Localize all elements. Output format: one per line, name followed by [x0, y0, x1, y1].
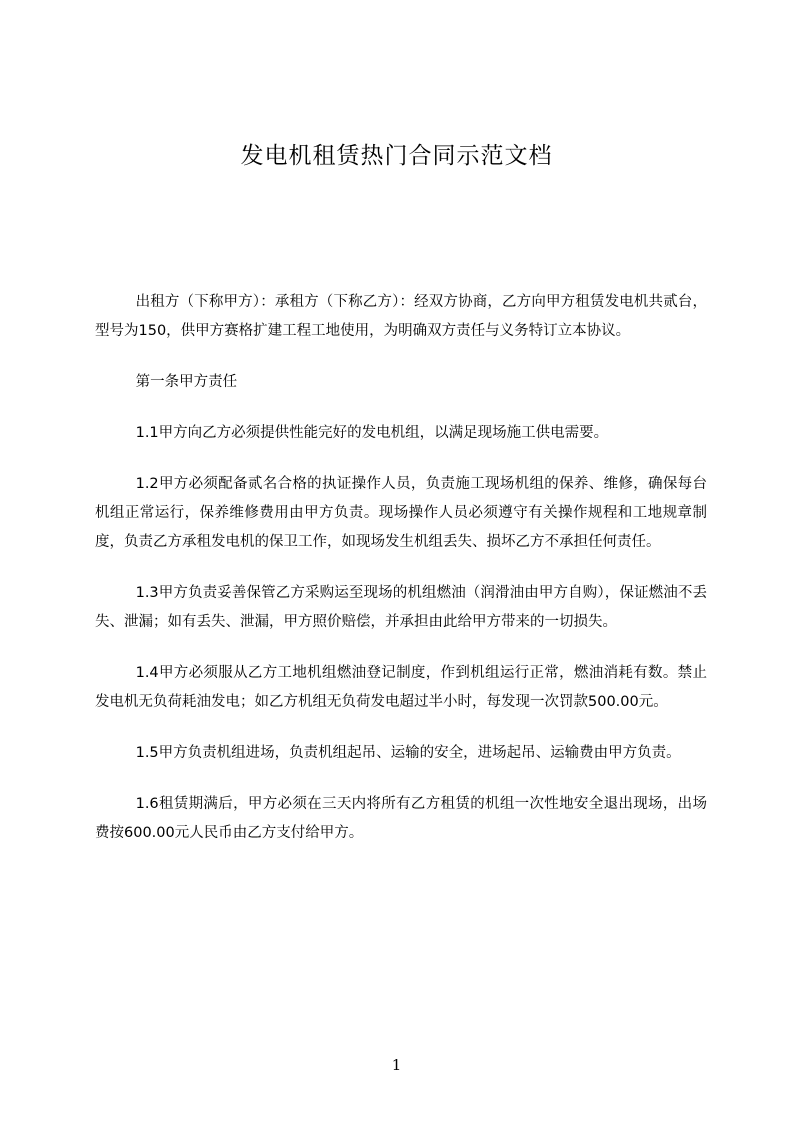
- clause-1-4: 1.4甲方必须服从乙方工地机组燃油登记制度，作到机组运行正常，燃油消耗有数。禁止发电机无负荷耗油发电；如乙方机组无负荷发电超过半小时，每发现一次罚款500.00元。: [95, 665, 707, 710]
- clause-1-3: 1.3甲方负责妥善保管乙方采购运至现场的机组燃油（润滑油由甲方自购），保证燃油不丢失、泄漏；如有丢失、泄漏，甲方照价赔偿，并承担由此给甲方带来的一切损失。: [95, 585, 707, 630]
- page-number: 1: [391, 1056, 402, 1074]
- clause-1-5: 1.5甲方负责机组进场，负责机组起吊、运输的安全，进场起吊、运输费由甲方负责。: [135, 745, 681, 761]
- document-body: [95, 288, 707, 870]
- section-heading-article-1: 第一条甲方责任: [135, 374, 238, 390]
- clause-1-6: 1.6租赁期满后，甲方必须在三天内将所有乙方租赁的机组一次性地安全退出现场，出场费按600.00元人民币由乙方支付给甲方。: [95, 796, 707, 841]
- clause-1-1: 1.1甲方向乙方必须提供性能完好的发电机组，以满足现场施工供电需要。: [135, 425, 609, 441]
- document-title: 发电机租赁热门合同示范文档: [240, 143, 553, 169]
- intro-paragraph: 出租方（下称甲方）：承租方（下称乙方）：经双方协商，乙方向甲方租赁发电机共贰台，型号为150，供甲方赛格扩建工程工地使用，为明确双方责任与义务特订立本协议。: [95, 294, 707, 339]
- clause-1-2: 1.2甲方必须配备贰名合格的执证操作人员，负责施工现场机组的保养、维修，确保每台机组正常运行，保养维修费用由甲方负责。现场操作人员必须遵守有关操作规程和工地规章制度，负责乙方承租发电机的保卫工作，如现场发生机组丢失、损坏乙方不承担任何责任。: [95, 476, 707, 550]
